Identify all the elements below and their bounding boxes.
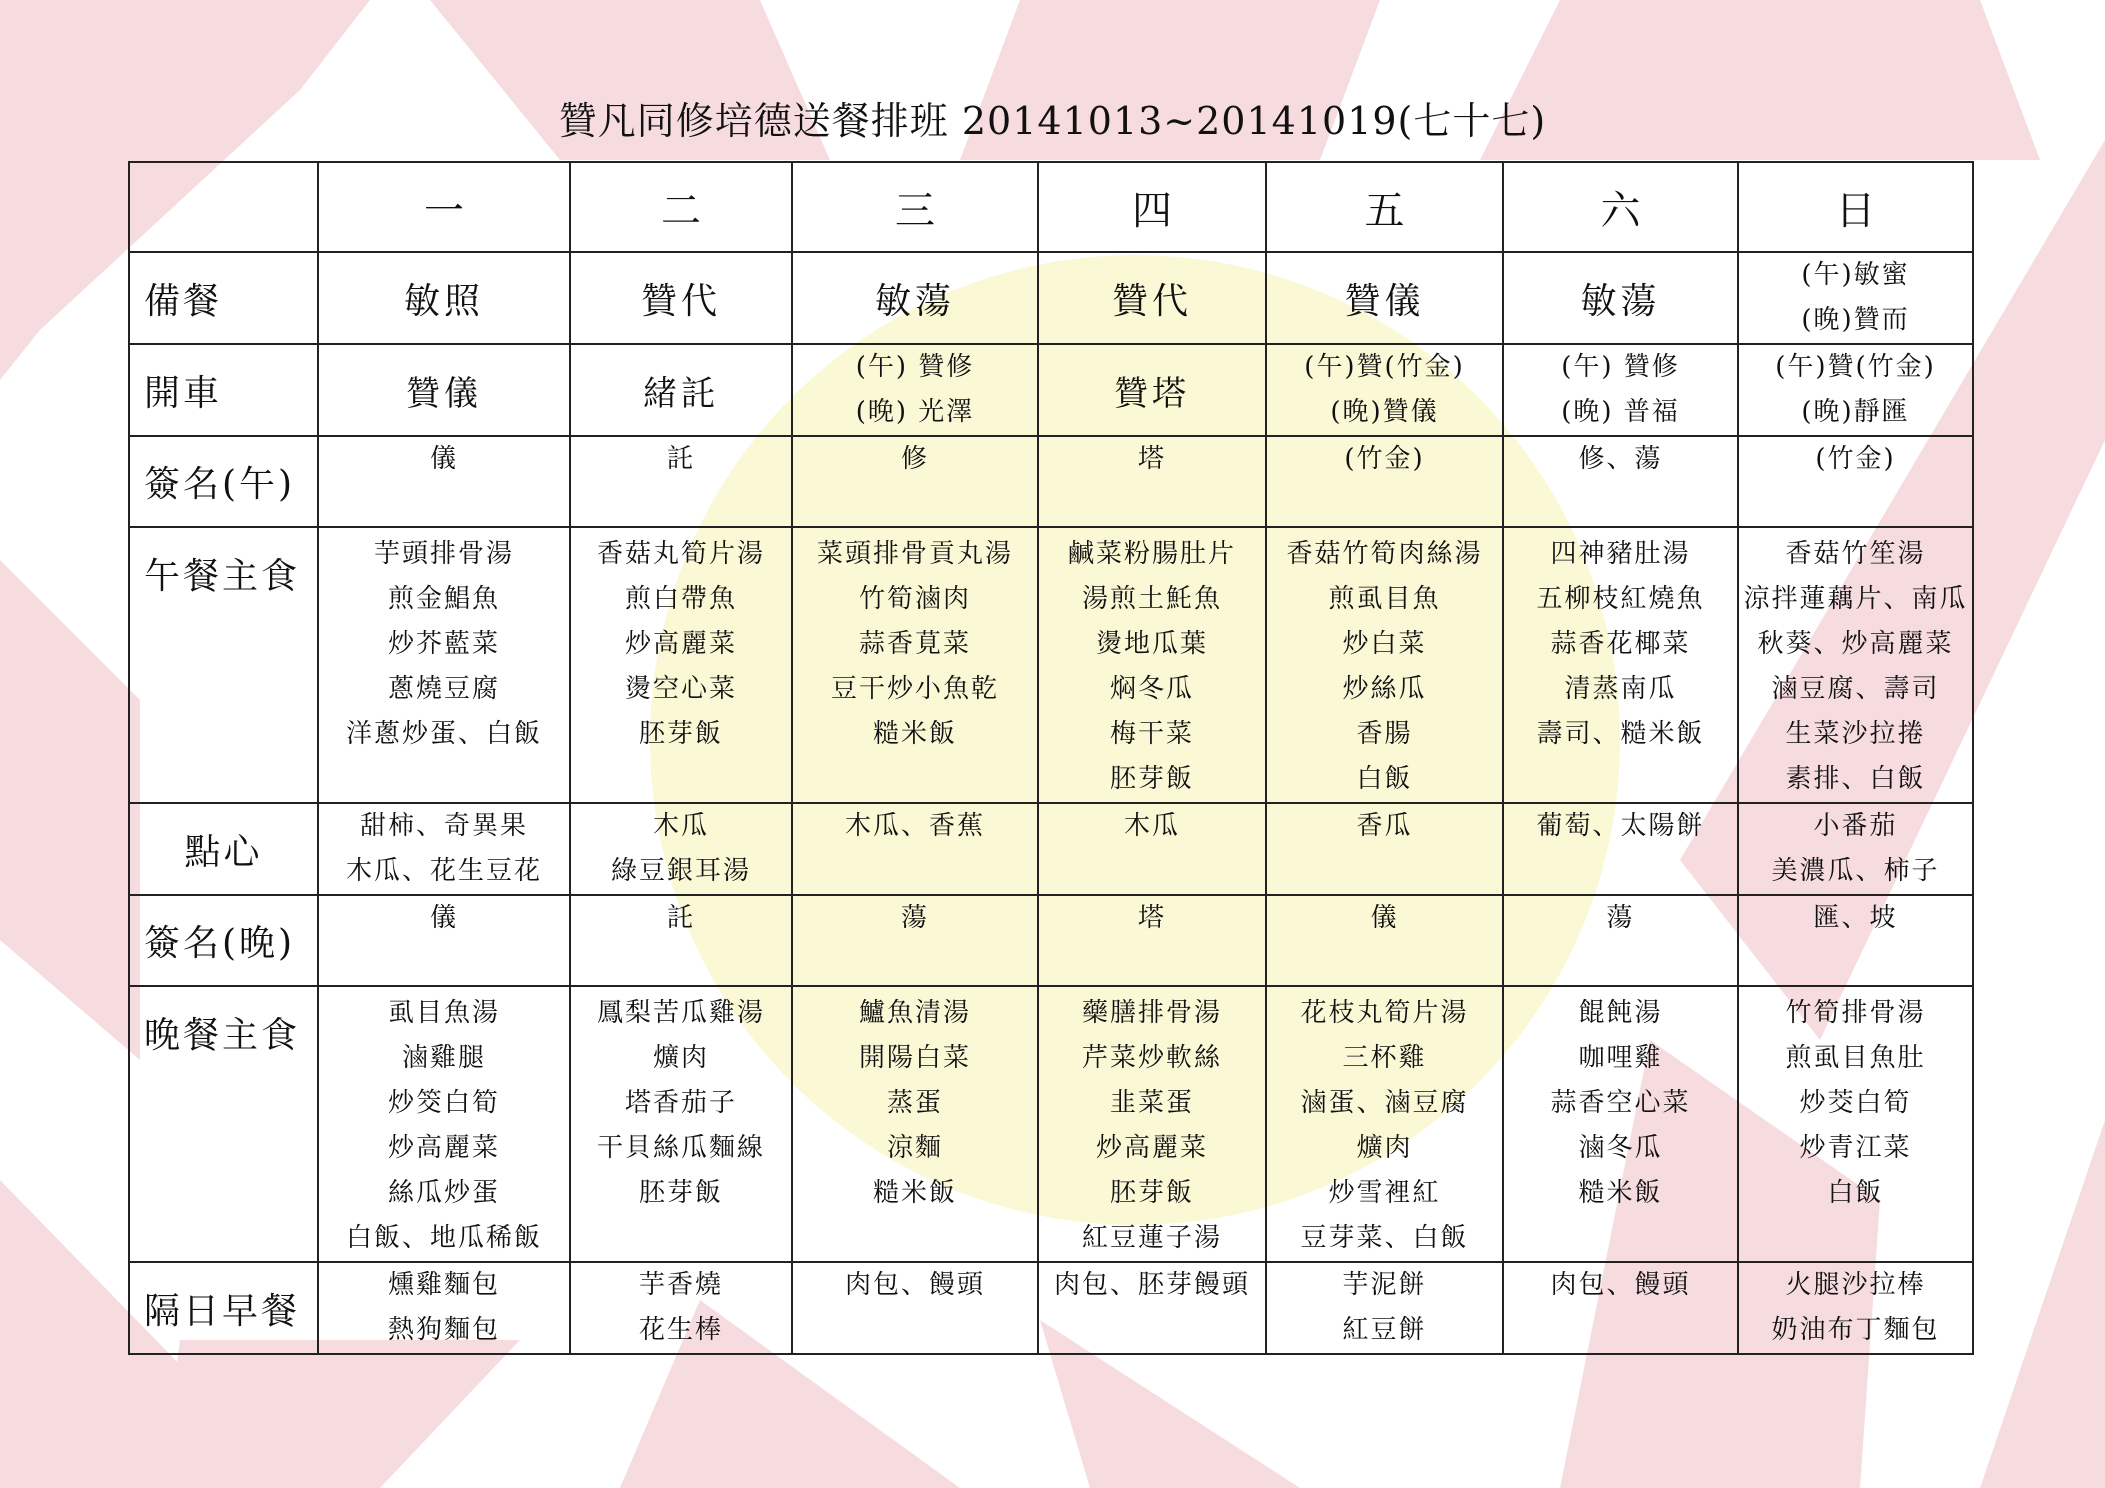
cell-line: (午)敏蜜 [1801, 260, 1910, 290]
schedule-cell [1266, 986, 1503, 1262]
cell-line: 花生棒 [638, 1315, 723, 1345]
cell-line: 芋泥餅 [1342, 1270, 1427, 1300]
cell-line: 炒筊白筍 [387, 1088, 500, 1118]
cell-line: 鳳梨苦瓜雞湯 [596, 998, 765, 1028]
cell-line: 清蒸南瓜 [1564, 674, 1677, 704]
cell-line: 糙米飯 [1578, 1178, 1663, 1208]
cell-line: 爌肉 [1356, 1133, 1413, 1163]
cell-line: 虱目魚湯 [387, 998, 500, 1028]
cell-line: 芋頭排骨湯 [373, 539, 514, 569]
cell-line: 香瓜 [1356, 811, 1413, 841]
cell-line: 咖哩雞 [1578, 1043, 1663, 1073]
cell-line: (午) 贊修 [855, 352, 975, 382]
cell-line: (晚)贊而 [1801, 305, 1910, 335]
schedule-cell [1738, 803, 1973, 895]
schedule-cell [1738, 527, 1973, 803]
row-label: 隔日早餐 [129, 1262, 318, 1354]
cell-line: 炒絲瓜 [1342, 674, 1427, 704]
cell-line: 儀 [1370, 903, 1399, 933]
row-label: 午餐主食 [129, 527, 318, 803]
cell-line: 藥膳排骨湯 [1081, 998, 1222, 1028]
schedule-cell [1738, 895, 1973, 986]
schedule-cell [1266, 344, 1503, 436]
row-label: 開車 [129, 344, 318, 436]
schedule-cell [1038, 252, 1266, 344]
schedule-cell [318, 436, 570, 527]
row-sign-eve [129, 895, 1973, 986]
cell-line: 湯煎土魠魚 [1081, 584, 1222, 614]
row-label: 晚餐主食 [129, 986, 318, 1262]
cell-line: 燙地瓜葉 [1095, 629, 1208, 659]
cell-line: (晚) 光澤 [855, 397, 975, 427]
cell-line: 蒜香花椰菜 [1550, 629, 1691, 659]
schedule-cell [318, 1262, 570, 1354]
cell-line: 炒高麗菜 [1095, 1133, 1208, 1163]
cell-line: 白飯 [1356, 764, 1413, 794]
cell-line: 炒高麗菜 [387, 1133, 500, 1163]
row-label: 簽名(晚) [129, 895, 318, 986]
schedule-cell [792, 344, 1038, 436]
cell-line: (竹金) [1344, 444, 1425, 474]
schedule-cell [318, 527, 570, 803]
schedule-cell [1266, 436, 1503, 527]
cell-line: 炒青江菜 [1799, 1133, 1912, 1163]
cell-line: 五柳枝紅燒魚 [1536, 584, 1705, 614]
cell-line: 蒜香莧菜 [858, 629, 971, 659]
cell-line: 胚芽飯 [1109, 1178, 1194, 1208]
cell-line: 涼拌蓮藕片、南瓜 [1743, 584, 1968, 614]
cell-line: 木瓜、香蕉 [844, 811, 985, 841]
row-breakfast [129, 1262, 1973, 1354]
cell-line: 蕩 [1606, 903, 1635, 933]
cell-line: 蒜香空心菜 [1550, 1088, 1691, 1118]
cell-line: 修 [900, 444, 929, 474]
cell-line: 肉包、饅頭 [844, 1270, 985, 1300]
day-header: 二 [570, 162, 792, 252]
cell-line: (午)贊(竹金) [1304, 352, 1465, 382]
cell-line: 芋香燒 [638, 1270, 723, 1300]
cell-line: 紅豆蓮子湯 [1081, 1223, 1222, 1253]
row-dinner [129, 986, 1973, 1262]
cell-line: (午) 贊修 [1561, 352, 1680, 382]
schedule-cell [318, 895, 570, 986]
cell-line: 炒芥藍菜 [387, 629, 500, 659]
cell-line: 胚芽飯 [638, 719, 723, 749]
cell-line: 煎虱目魚肚 [1785, 1043, 1926, 1073]
cell-line: 鱸魚清湯 [858, 998, 971, 1028]
schedule-cell [1503, 895, 1738, 986]
schedule-cell [792, 252, 1038, 344]
cell-line: 花枝丸筍片湯 [1300, 998, 1469, 1028]
day-header: 四 [1038, 162, 1266, 252]
schedule-cell [792, 527, 1038, 803]
cell-line: 肉包、胚芽饅頭 [1053, 1270, 1250, 1300]
cell-line: 煎金鯧魚 [387, 584, 500, 614]
schedule-cell [1503, 803, 1738, 895]
schedule-cell [1266, 1262, 1503, 1354]
day-header-row [129, 162, 1973, 252]
schedule-cell [1738, 436, 1973, 527]
schedule-cell [1266, 252, 1503, 344]
cell-line: 竹筍排骨湯 [1785, 998, 1926, 1028]
schedule-cell [792, 436, 1038, 527]
schedule-cell [1503, 436, 1738, 527]
schedule-cell [1038, 344, 1266, 436]
schedule-cell [570, 527, 792, 803]
schedule-cell [1503, 1262, 1738, 1354]
stripe-shape [1980, 1120, 2105, 1488]
cell-line: 熱狗麵包 [387, 1315, 500, 1345]
cell-line: 木瓜 [652, 811, 709, 841]
schedule-cell [1738, 986, 1973, 1262]
cell-line: 滷豆腐、壽司 [1771, 674, 1940, 704]
cell-line: 葡萄、太陽餅 [1536, 811, 1705, 841]
cell-line: 蒸蛋 [886, 1088, 943, 1118]
cell-line: 修、蕩 [1578, 444, 1663, 474]
cell-line: 爌肉 [652, 1043, 709, 1073]
row-kaiche [129, 344, 1973, 436]
page-title: 贊凡同修培德送餐排班 20141013~20141019(七十七) [558, 99, 1547, 143]
corner-cell [129, 162, 318, 252]
cell-line: 託 [666, 903, 695, 933]
cell-line: 塔 [1137, 444, 1166, 474]
cell-line: 洋蔥炒蛋、白飯 [345, 719, 542, 749]
schedule-cell [792, 986, 1038, 1262]
cell-line: 贊代 [640, 280, 721, 322]
cell-line: 敏蕩 [874, 280, 955, 322]
schedule-table [128, 161, 1974, 1355]
cell-line: (晚)贊儀 [1330, 397, 1439, 427]
cell-line: 絲瓜炒蛋 [387, 1178, 500, 1208]
cell-line: (竹金) [1815, 444, 1896, 474]
row-sign-noon [129, 436, 1973, 527]
schedule-cell [1038, 1262, 1266, 1354]
row-label: 簽名(午) [129, 436, 318, 527]
schedule-cell [318, 803, 570, 895]
cell-line: 生菜沙拉捲 [1785, 719, 1926, 749]
schedule-cell [1038, 895, 1266, 986]
cell-line: 塔香茄子 [624, 1088, 737, 1118]
cell-line: 炒高麗菜 [624, 629, 737, 659]
cell-line: 美濃瓜、柿子 [1771, 856, 1940, 886]
schedule-cell [1266, 803, 1503, 895]
cell-line: (晚)靜匯 [1801, 397, 1910, 427]
cell-line: 燻雞麵包 [387, 1270, 500, 1300]
cell-line: 甜柿、奇異果 [359, 811, 528, 841]
cell-line: 糙米飯 [872, 719, 957, 749]
cell-line: 煎虱目魚 [1328, 584, 1441, 614]
cell-line: 豆芽菜、白飯 [1300, 1223, 1469, 1253]
cell-line: 韭菜蛋 [1109, 1088, 1194, 1118]
cell-line: 香菇竹筍肉絲湯 [1286, 539, 1483, 569]
cell-line: (午)贊(竹金) [1775, 352, 1936, 382]
cell-line: 託 [666, 444, 695, 474]
cell-line: 塔 [1137, 903, 1166, 933]
cell-line: 鹹菜粉腸肚片 [1067, 539, 1236, 569]
cell-line: 炒白菜 [1342, 629, 1427, 659]
schedule-cell [318, 252, 570, 344]
cell-line: 白飯、地瓜稀飯 [345, 1223, 542, 1253]
cell-line: 香菇竹笙湯 [1785, 539, 1926, 569]
cell-line: 蔥燒豆腐 [387, 674, 500, 704]
schedule-cell [318, 986, 570, 1262]
cell-line: 木瓜 [1123, 811, 1180, 841]
schedule-cell [1738, 344, 1973, 436]
cell-line: 肉包、饅頭 [1550, 1270, 1691, 1300]
cell-line: 芹菜炒軟絲 [1081, 1043, 1222, 1073]
cell-line: 贊儀 [1344, 280, 1425, 322]
cell-line: 儀 [429, 903, 458, 933]
schedule-cell [792, 803, 1038, 895]
cell-line: 涼麵 [886, 1133, 943, 1163]
cell-line: 敏照 [403, 280, 484, 322]
cell-line: 開陽白菜 [858, 1043, 971, 1073]
cell-line: 緒託 [643, 373, 719, 414]
schedule-cell [570, 895, 792, 986]
cell-line: 干貝絲瓜麵線 [596, 1133, 765, 1163]
schedule-cell [1503, 986, 1738, 1262]
schedule-cell [1038, 527, 1266, 803]
cell-line: 小番茄 [1813, 811, 1898, 841]
cell-line: 匯、坡 [1813, 903, 1898, 933]
cell-line: 贊儀 [406, 373, 482, 414]
cell-line: 秋葵、炒高麗菜 [1757, 629, 1954, 659]
cell-line: 滷蛋、滷豆腐 [1300, 1088, 1469, 1118]
schedule-cell [1038, 803, 1266, 895]
row-label: 點心 [129, 803, 318, 895]
cell-line: 梅干菜 [1109, 719, 1194, 749]
cell-line: 壽司、糙米飯 [1536, 719, 1705, 749]
cell-line: 香菇丸筍片湯 [596, 539, 765, 569]
cell-line: 贊塔 [1114, 373, 1190, 414]
day-header: 一 [318, 162, 570, 252]
cell-line: 三杯雞 [1342, 1043, 1427, 1073]
schedule-cell [1503, 252, 1738, 344]
cell-line: 蕩 [900, 903, 929, 933]
cell-line: 胚芽飯 [638, 1178, 723, 1208]
stripe-shape [0, 560, 140, 1060]
cell-line: 胚芽飯 [1109, 764, 1194, 794]
cell-line: 餛飩湯 [1578, 998, 1663, 1028]
schedule-cell [570, 803, 792, 895]
schedule-cell [1738, 252, 1973, 344]
cell-line: 紅豆餅 [1342, 1315, 1427, 1345]
schedule-cell [318, 344, 570, 436]
schedule-cell [570, 252, 792, 344]
schedule-cell [792, 1262, 1038, 1354]
cell-line: 奶油布丁麵包 [1771, 1315, 1940, 1345]
schedule-cell [792, 895, 1038, 986]
day-header: 日 [1738, 162, 1973, 252]
cell-line: 煎白帶魚 [624, 584, 737, 614]
day-header: 三 [792, 162, 1038, 252]
schedule-cell [1038, 986, 1266, 1262]
schedule-cell [1738, 1262, 1973, 1354]
cell-line: 燙空心菜 [624, 674, 737, 704]
schedule-cell [1038, 436, 1266, 527]
cell-line: 素排、白飯 [1785, 764, 1926, 794]
schedule-cell [1503, 527, 1738, 803]
schedule-cell [1266, 895, 1503, 986]
schedule-cell [570, 986, 792, 1262]
cell-line: 贊代 [1111, 280, 1192, 322]
cell-line: 木瓜、花生豆花 [345, 856, 542, 886]
cell-line: 竹筍滷肉 [858, 584, 971, 614]
schedule-cell [1503, 344, 1738, 436]
cell-line: 菜頭排骨貢丸湯 [816, 539, 1013, 569]
day-header: 六 [1503, 162, 1738, 252]
schedule-cell [570, 436, 792, 527]
cell-line: 香腸 [1356, 719, 1413, 749]
row-snack [129, 803, 1973, 895]
schedule-cell [570, 1262, 792, 1354]
cell-line: 炒雪裡紅 [1328, 1178, 1441, 1208]
cell-line: 四神豬肚湯 [1550, 539, 1691, 569]
cell-line: 炒茭白筍 [1799, 1088, 1912, 1118]
cell-line: 焖冬瓜 [1109, 674, 1194, 704]
schedule-cell [570, 344, 792, 436]
stripe-shape [160, 1340, 520, 1488]
day-header: 五 [1266, 162, 1503, 252]
cell-line: 糙米飯 [872, 1178, 957, 1208]
row-beican [129, 252, 1973, 344]
row-label: 備餐 [129, 252, 318, 344]
cell-line: 白飯 [1827, 1178, 1884, 1208]
row-lunch [129, 527, 1973, 803]
cell-line: 滷冬瓜 [1578, 1133, 1663, 1163]
cell-line: 豆干炒小魚乾 [830, 674, 999, 704]
cell-line: 火腿沙拉棒 [1785, 1270, 1926, 1300]
cell-line: 滷雞腿 [401, 1043, 486, 1073]
cell-line: 儀 [429, 444, 458, 474]
cell-line: 綠豆銀耳湯 [610, 856, 751, 886]
schedule-cell [1266, 527, 1503, 803]
cell-line: 敏蕩 [1580, 280, 1661, 322]
cell-line: (晚) 普福 [1561, 397, 1680, 427]
